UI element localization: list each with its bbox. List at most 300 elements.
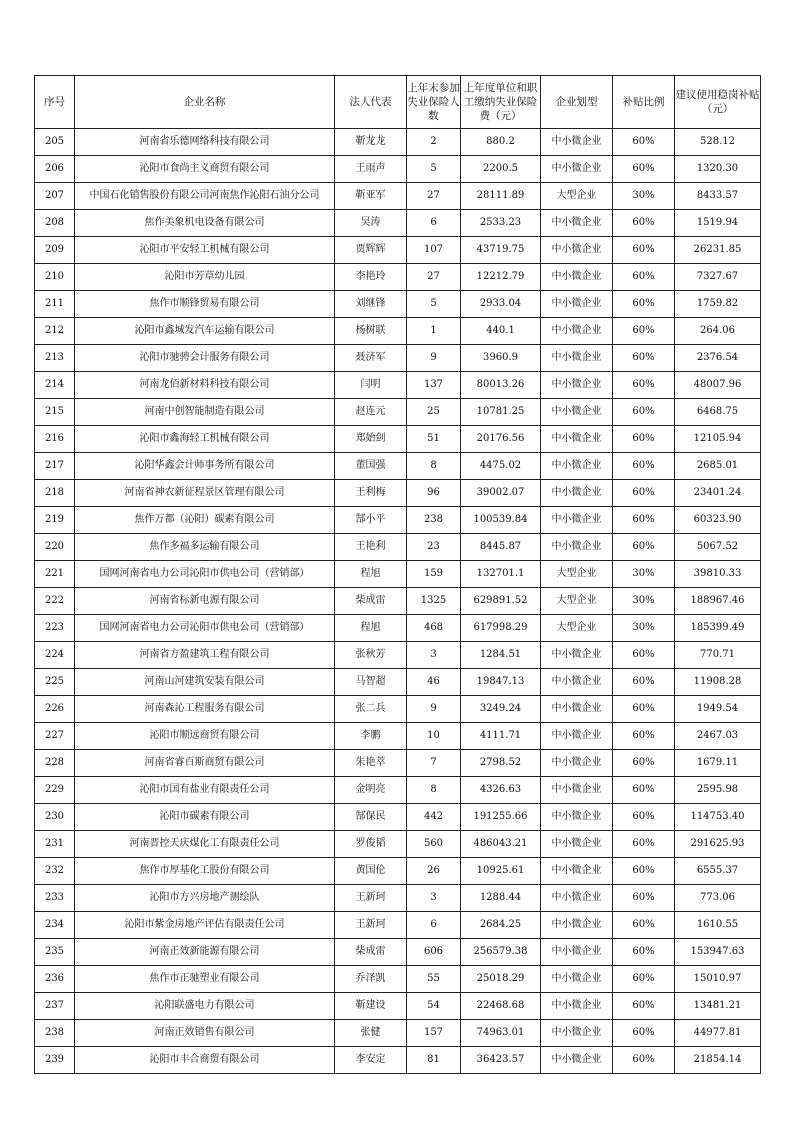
- cell-insured-count: 159: [407, 561, 461, 588]
- table-row: [35, 372, 761, 399]
- cell-subsidy-ratio: 60%: [613, 318, 675, 345]
- cell-row-index: 226: [35, 696, 75, 723]
- cell-company-name: 河南省标新电源有限公司: [75, 588, 335, 615]
- cell-suggested-subsidy: 6468.75: [675, 399, 761, 426]
- cell-suggested-subsidy: 6555.37: [675, 858, 761, 885]
- cell-subsidy-ratio: 60%: [613, 939, 675, 966]
- cell-premium-paid: 8445.87: [461, 534, 541, 561]
- cell-premium-paid: 2200.5: [461, 156, 541, 183]
- cell-insured-count: 7: [407, 750, 461, 777]
- cell-legal-rep: 黄国伦: [335, 858, 407, 885]
- cell-suggested-subsidy: 7327.67: [675, 264, 761, 291]
- cell-insured-count: 27: [407, 183, 461, 210]
- table-row: [35, 696, 761, 723]
- table-row: [35, 804, 761, 831]
- cell-suggested-subsidy: 21854.14: [675, 1047, 761, 1074]
- cell-row-index: 212: [35, 318, 75, 345]
- cell-legal-rep: 乔泽凯: [335, 966, 407, 993]
- table-row: [35, 318, 761, 345]
- cell-suggested-subsidy: 39810.33: [675, 561, 761, 588]
- cell-premium-paid: 10781.25: [461, 399, 541, 426]
- table-row: [35, 723, 761, 750]
- cell-enterprise-type: 大型企业: [541, 615, 613, 642]
- cell-company-name: 河南正效销售有限公司: [75, 1020, 335, 1047]
- cell-row-index: 236: [35, 966, 75, 993]
- cell-legal-rep: 张二兵: [335, 696, 407, 723]
- cell-enterprise-type: 中小微企业: [541, 642, 613, 669]
- cell-suggested-subsidy: 185399.49: [675, 615, 761, 642]
- cell-subsidy-ratio: 30%: [613, 561, 675, 588]
- cell-row-index: 206: [35, 156, 75, 183]
- cell-legal-rep: 赵连元: [335, 399, 407, 426]
- cell-row-index: 230: [35, 804, 75, 831]
- cell-company-name: 河南省神农新征程景区管理有限公司: [75, 480, 335, 507]
- cell-legal-rep: 董国强: [335, 453, 407, 480]
- cell-legal-rep: 王新珂: [335, 885, 407, 912]
- cell-row-index: 209: [35, 237, 75, 264]
- cell-legal-rep: 王新珂: [335, 912, 407, 939]
- cell-subsidy-ratio: 60%: [613, 480, 675, 507]
- cell-enterprise-type: 中小微企业: [541, 156, 613, 183]
- cell-enterprise-type: 中小微企业: [541, 939, 613, 966]
- cell-subsidy-ratio: 60%: [613, 912, 675, 939]
- cell-premium-paid: 132701.1: [461, 561, 541, 588]
- cell-legal-rep: 程旭: [335, 615, 407, 642]
- cell-company-name: 沁阳市鑫城发汽车运输有限公司: [75, 318, 335, 345]
- table-body: [35, 129, 761, 1074]
- cell-enterprise-type: 中小微企业: [541, 723, 613, 750]
- cell-suggested-subsidy: 1610.55: [675, 912, 761, 939]
- cell-row-index: 207: [35, 183, 75, 210]
- cell-legal-rep: 郜保民: [335, 804, 407, 831]
- cell-company-name: 河南正效新能源有限公司: [75, 939, 335, 966]
- cell-enterprise-type: 中小微企业: [541, 669, 613, 696]
- header-index: 序号: [35, 76, 75, 129]
- cell-row-index: 225: [35, 669, 75, 696]
- cell-insured-count: 5: [407, 291, 461, 318]
- cell-legal-rep: 张健: [335, 1020, 407, 1047]
- cell-enterprise-type: 中小微企业: [541, 966, 613, 993]
- cell-insured-count: 8: [407, 453, 461, 480]
- cell-insured-count: 107: [407, 237, 461, 264]
- cell-premium-paid: 617998.29: [461, 615, 541, 642]
- cell-company-name: 沁阳市碳素有限公司: [75, 804, 335, 831]
- cell-legal-rep: 王雨声: [335, 156, 407, 183]
- cell-suggested-subsidy: 2685.01: [675, 453, 761, 480]
- cell-row-index: 235: [35, 939, 75, 966]
- cell-premium-paid: 191255.66: [461, 804, 541, 831]
- cell-insured-count: 9: [407, 345, 461, 372]
- cell-insured-count: 23: [407, 534, 461, 561]
- cell-enterprise-type: 中小微企业: [541, 534, 613, 561]
- cell-row-index: 205: [35, 129, 75, 156]
- cell-premium-paid: 4475.02: [461, 453, 541, 480]
- cell-enterprise-type: 中小微企业: [541, 453, 613, 480]
- cell-subsidy-ratio: 30%: [613, 615, 675, 642]
- cell-legal-rep: 闫明: [335, 372, 407, 399]
- cell-insured-count: 3: [407, 642, 461, 669]
- cell-subsidy-ratio: 60%: [613, 993, 675, 1020]
- table-row: [35, 885, 761, 912]
- cell-legal-rep: 王艳利: [335, 534, 407, 561]
- cell-company-name: 河南山河建筑安装有限公司: [75, 669, 335, 696]
- cell-company-name: 河南森沁工程服务有限公司: [75, 696, 335, 723]
- cell-row-index: 239: [35, 1047, 75, 1074]
- cell-enterprise-type: 中小微企业: [541, 804, 613, 831]
- cell-premium-paid: 100539.84: [461, 507, 541, 534]
- cell-row-index: 221: [35, 561, 75, 588]
- table-row: [35, 507, 761, 534]
- cell-suggested-subsidy: 44977.81: [675, 1020, 761, 1047]
- cell-insured-count: 1325: [407, 588, 461, 615]
- cell-premium-paid: 440.1: [461, 318, 541, 345]
- cell-legal-rep: 贾辉辉: [335, 237, 407, 264]
- cell-suggested-subsidy: 528.12: [675, 129, 761, 156]
- table-row: [35, 993, 761, 1020]
- table-row: [35, 777, 761, 804]
- cell-insured-count: 96: [407, 480, 461, 507]
- cell-insured-count: 26: [407, 858, 461, 885]
- cell-suggested-subsidy: 2467.03: [675, 723, 761, 750]
- cell-suggested-subsidy: 26231.85: [675, 237, 761, 264]
- cell-enterprise-type: 大型企业: [541, 588, 613, 615]
- cell-subsidy-ratio: 60%: [613, 885, 675, 912]
- cell-row-index: 232: [35, 858, 75, 885]
- cell-enterprise-type: 中小微企业: [541, 426, 613, 453]
- cell-company-name: 河南晋控天庆煤化工有限责任公司: [75, 831, 335, 858]
- cell-enterprise-type: 中小微企业: [541, 777, 613, 804]
- cell-legal-rep: 马智超: [335, 669, 407, 696]
- cell-insured-count: 442: [407, 804, 461, 831]
- cell-subsidy-ratio: 60%: [613, 696, 675, 723]
- cell-premium-paid: 12212.79: [461, 264, 541, 291]
- cell-row-index: 228: [35, 750, 75, 777]
- cell-suggested-subsidy: 1519.94: [675, 210, 761, 237]
- cell-subsidy-ratio: 60%: [613, 804, 675, 831]
- cell-suggested-subsidy: 11908.28: [675, 669, 761, 696]
- cell-premium-paid: 2798.52: [461, 750, 541, 777]
- cell-row-index: 208: [35, 210, 75, 237]
- cell-row-index: 215: [35, 399, 75, 426]
- cell-premium-paid: 10925.61: [461, 858, 541, 885]
- cell-row-index: 223: [35, 615, 75, 642]
- cell-company-name: 沁阳市鑫海轻工机械有限公司: [75, 426, 335, 453]
- cell-insured-count: 468: [407, 615, 461, 642]
- cell-premium-paid: 486043.21: [461, 831, 541, 858]
- header-legal-rep: 法人代表: [335, 76, 407, 129]
- cell-insured-count: 6: [407, 210, 461, 237]
- cell-legal-rep: 罗俊韬: [335, 831, 407, 858]
- cell-subsidy-ratio: 60%: [613, 642, 675, 669]
- cell-enterprise-type: 中小微企业: [541, 993, 613, 1020]
- cell-suggested-subsidy: 23401.24: [675, 480, 761, 507]
- table-row: [35, 264, 761, 291]
- table-row: [35, 291, 761, 318]
- cell-insured-count: 54: [407, 993, 461, 1020]
- cell-insured-count: 6: [407, 912, 461, 939]
- cell-insured-count: 51: [407, 426, 461, 453]
- cell-insured-count: 3: [407, 885, 461, 912]
- cell-premium-paid: 20176.56: [461, 426, 541, 453]
- cell-premium-paid: 880.2: [461, 129, 541, 156]
- cell-legal-rep: 郑始剑: [335, 426, 407, 453]
- cell-company-name: 沁阳市顺远商贸有限公司: [75, 723, 335, 750]
- cell-company-name: 沁阳市芳草幼儿园: [75, 264, 335, 291]
- cell-subsidy-ratio: 60%: [613, 669, 675, 696]
- cell-enterprise-type: 中小微企业: [541, 399, 613, 426]
- table-row: [35, 966, 761, 993]
- cell-subsidy-ratio: 60%: [613, 1020, 675, 1047]
- table-row: [35, 615, 761, 642]
- table-row: [35, 939, 761, 966]
- cell-company-name: 河南龙佰新材料科技有限公司: [75, 372, 335, 399]
- cell-company-name: 河南中创智能制造有限公司: [75, 399, 335, 426]
- cell-insured-count: 560: [407, 831, 461, 858]
- cell-premium-paid: 3960.9: [461, 345, 541, 372]
- cell-row-index: 233: [35, 885, 75, 912]
- cell-company-name: 沁阳联盛电力有限公司: [75, 993, 335, 1020]
- cell-subsidy-ratio: 60%: [613, 831, 675, 858]
- cell-legal-rep: 王利梅: [335, 480, 407, 507]
- cell-suggested-subsidy: 770.71: [675, 642, 761, 669]
- cell-subsidy-ratio: 30%: [613, 183, 675, 210]
- cell-subsidy-ratio: 60%: [613, 1047, 675, 1074]
- cell-suggested-subsidy: 1759.82: [675, 291, 761, 318]
- cell-subsidy-ratio: 60%: [613, 291, 675, 318]
- cell-enterprise-type: 中小微企业: [541, 858, 613, 885]
- header-premium-paid: 上年度单位和职工缴纳失业保险费（元）: [461, 76, 541, 129]
- table-row: [35, 1047, 761, 1074]
- cell-legal-rep: 程旭: [335, 561, 407, 588]
- cell-enterprise-type: 中小微企业: [541, 372, 613, 399]
- cell-enterprise-type: 中小微企业: [541, 264, 613, 291]
- cell-premium-paid: 256579.38: [461, 939, 541, 966]
- table-row: [35, 129, 761, 156]
- cell-subsidy-ratio: 60%: [613, 129, 675, 156]
- cell-enterprise-type: 中小微企业: [541, 507, 613, 534]
- cell-enterprise-type: 中小微企业: [541, 1020, 613, 1047]
- cell-company-name: 焦作市正驰塑业有限公司: [75, 966, 335, 993]
- header-company-name: 企业名称: [75, 76, 335, 129]
- cell-enterprise-type: 大型企业: [541, 561, 613, 588]
- cell-suggested-subsidy: 5067.52: [675, 534, 761, 561]
- cell-insured-count: 238: [407, 507, 461, 534]
- cell-subsidy-ratio: 60%: [613, 237, 675, 264]
- cell-suggested-subsidy: 1679.11: [675, 750, 761, 777]
- cell-insured-count: 46: [407, 669, 461, 696]
- cell-enterprise-type: 中小微企业: [541, 318, 613, 345]
- cell-insured-count: 9: [407, 696, 461, 723]
- cell-legal-rep: 李安定: [335, 1047, 407, 1074]
- subsidy-table: [34, 75, 761, 1074]
- cell-row-index: 217: [35, 453, 75, 480]
- cell-row-index: 229: [35, 777, 75, 804]
- table-row: [35, 156, 761, 183]
- cell-company-name: 国网河南省电力公司沁阳市供电公司（营销部）: [75, 561, 335, 588]
- cell-subsidy-ratio: 60%: [613, 399, 675, 426]
- cell-suggested-subsidy: 2595.98: [675, 777, 761, 804]
- cell-insured-count: 55: [407, 966, 461, 993]
- table-row: [35, 642, 761, 669]
- cell-suggested-subsidy: 291625.93: [675, 831, 761, 858]
- cell-company-name: 国网河南省电力公司沁阳市供电公司（营销部）: [75, 615, 335, 642]
- cell-company-name: 河南省方盈建筑工程有限公司: [75, 642, 335, 669]
- cell-subsidy-ratio: 30%: [613, 588, 675, 615]
- cell-insured-count: 25: [407, 399, 461, 426]
- cell-premium-paid: 43719.75: [461, 237, 541, 264]
- cell-company-name: 沁阳市驰骋会计服务有限公司: [75, 345, 335, 372]
- cell-insured-count: 1: [407, 318, 461, 345]
- table-row: [35, 183, 761, 210]
- cell-row-index: 238: [35, 1020, 75, 1047]
- cell-legal-rep: 聂济军: [335, 345, 407, 372]
- cell-premium-paid: 39002.07: [461, 480, 541, 507]
- cell-insured-count: 10: [407, 723, 461, 750]
- cell-company-name: 焦作市厚基化工股份有限公司: [75, 858, 335, 885]
- cell-company-name: 河南省睿百斯商贸有限公司: [75, 750, 335, 777]
- cell-row-index: 224: [35, 642, 75, 669]
- cell-suggested-subsidy: 1320.30: [675, 156, 761, 183]
- cell-premium-paid: 1288.44: [461, 885, 541, 912]
- cell-subsidy-ratio: 60%: [613, 534, 675, 561]
- cell-legal-rep: 刘继锋: [335, 291, 407, 318]
- cell-subsidy-ratio: 60%: [613, 210, 675, 237]
- table-row: [35, 750, 761, 777]
- cell-premium-paid: 19847.13: [461, 669, 541, 696]
- cell-premium-paid: 74963.01: [461, 1020, 541, 1047]
- cell-subsidy-ratio: 60%: [613, 156, 675, 183]
- cell-enterprise-type: 中小微企业: [541, 885, 613, 912]
- cell-company-name: 焦作市顺锋贸易有限公司: [75, 291, 335, 318]
- table-row: [35, 426, 761, 453]
- cell-enterprise-type: 大型企业: [541, 183, 613, 210]
- cell-suggested-subsidy: 48007.96: [675, 372, 761, 399]
- cell-legal-rep: 朱艳萃: [335, 750, 407, 777]
- cell-legal-rep: 柴成雷: [335, 939, 407, 966]
- table-row: [35, 858, 761, 885]
- cell-company-name: 沁阳华鑫会计师事务所有限公司: [75, 453, 335, 480]
- cell-enterprise-type: 中小微企业: [541, 237, 613, 264]
- cell-company-name: 焦作多福多运输有限公司: [75, 534, 335, 561]
- cell-company-name: 焦作美象机电设备有限公司: [75, 210, 335, 237]
- cell-row-index: 234: [35, 912, 75, 939]
- cell-suggested-subsidy: 60323.90: [675, 507, 761, 534]
- cell-company-name: 焦作万都（沁阳）碳素有限公司: [75, 507, 335, 534]
- cell-legal-rep: 郜小平: [335, 507, 407, 534]
- cell-subsidy-ratio: 60%: [613, 426, 675, 453]
- cell-legal-rep: 柴成雷: [335, 588, 407, 615]
- cell-subsidy-ratio: 60%: [613, 858, 675, 885]
- cell-enterprise-type: 中小微企业: [541, 210, 613, 237]
- cell-premium-paid: 28111.89: [461, 183, 541, 210]
- cell-insured-count: 606: [407, 939, 461, 966]
- table-row: [35, 345, 761, 372]
- cell-suggested-subsidy: 8433.57: [675, 183, 761, 210]
- table-row: [35, 588, 761, 615]
- cell-enterprise-type: 中小微企业: [541, 912, 613, 939]
- cell-insured-count: 27: [407, 264, 461, 291]
- cell-insured-count: 5: [407, 156, 461, 183]
- cell-legal-rep: 杨树联: [335, 318, 407, 345]
- cell-row-index: 222: [35, 588, 75, 615]
- cell-company-name: 沁阳市平安轻工机械有限公司: [75, 237, 335, 264]
- cell-company-name: 沁阳市紫金房地产评估有限责任公司: [75, 912, 335, 939]
- cell-premium-paid: 22468.68: [461, 993, 541, 1020]
- table-row: [35, 912, 761, 939]
- cell-enterprise-type: 中小微企业: [541, 345, 613, 372]
- table-row: [35, 534, 761, 561]
- cell-company-name: 河南省乐德网络科技有限公司: [75, 129, 335, 156]
- cell-suggested-subsidy: 12105.94: [675, 426, 761, 453]
- cell-enterprise-type: 中小微企业: [541, 129, 613, 156]
- cell-insured-count: 81: [407, 1047, 461, 1074]
- table-row: [35, 210, 761, 237]
- cell-insured-count: 137: [407, 372, 461, 399]
- cell-legal-rep: 金明亮: [335, 777, 407, 804]
- cell-legal-rep: 靳龙龙: [335, 129, 407, 156]
- cell-suggested-subsidy: 264.06: [675, 318, 761, 345]
- cell-premium-paid: 629891.52: [461, 588, 541, 615]
- table-row: [35, 453, 761, 480]
- table-row: [35, 480, 761, 507]
- cell-row-index: 237: [35, 993, 75, 1020]
- cell-row-index: 227: [35, 723, 75, 750]
- cell-row-index: 218: [35, 480, 75, 507]
- cell-suggested-subsidy: 114753.40: [675, 804, 761, 831]
- cell-row-index: 231: [35, 831, 75, 858]
- cell-suggested-subsidy: 2376.54: [675, 345, 761, 372]
- cell-subsidy-ratio: 60%: [613, 750, 675, 777]
- header-subsidy-ratio: 补贴比例: [613, 76, 675, 129]
- cell-company-name: 沁阳市国有盐业有限责任公司: [75, 777, 335, 804]
- cell-row-index: 220: [35, 534, 75, 561]
- cell-enterprise-type: 中小微企业: [541, 291, 613, 318]
- cell-premium-paid: 80013.26: [461, 372, 541, 399]
- cell-legal-rep: 张秋芳: [335, 642, 407, 669]
- table-row: [35, 669, 761, 696]
- cell-insured-count: 2: [407, 129, 461, 156]
- cell-insured-count: 8: [407, 777, 461, 804]
- cell-premium-paid: 2684.25: [461, 912, 541, 939]
- cell-subsidy-ratio: 60%: [613, 966, 675, 993]
- cell-row-index: 216: [35, 426, 75, 453]
- cell-enterprise-type: 中小微企业: [541, 831, 613, 858]
- cell-subsidy-ratio: 60%: [613, 264, 675, 291]
- cell-suggested-subsidy: 13481.21: [675, 993, 761, 1020]
- table-row: [35, 831, 761, 858]
- cell-premium-paid: 1284.51: [461, 642, 541, 669]
- cell-premium-paid: 4326.63: [461, 777, 541, 804]
- cell-premium-paid: 25018.29: [461, 966, 541, 993]
- cell-premium-paid: 2533.23: [461, 210, 541, 237]
- cell-subsidy-ratio: 60%: [613, 345, 675, 372]
- cell-suggested-subsidy: 1949.54: [675, 696, 761, 723]
- cell-company-name: 沁阳市食尚主义商贸有限公司: [75, 156, 335, 183]
- cell-subsidy-ratio: 60%: [613, 372, 675, 399]
- header-enterprise-type: 企业划型: [541, 76, 613, 129]
- table-row: [35, 561, 761, 588]
- cell-row-index: 219: [35, 507, 75, 534]
- cell-legal-rep: 李艳玲: [335, 264, 407, 291]
- cell-subsidy-ratio: 60%: [613, 777, 675, 804]
- header-suggested-subsidy: 建议使用稳岗补贴（元）: [675, 76, 761, 129]
- cell-enterprise-type: 中小微企业: [541, 1047, 613, 1074]
- cell-company-name: 沁阳市方兴房地产测绘队: [75, 885, 335, 912]
- table-row: [35, 1020, 761, 1047]
- cell-subsidy-ratio: 60%: [613, 453, 675, 480]
- header-row: [35, 76, 761, 129]
- cell-premium-paid: 36423.57: [461, 1047, 541, 1074]
